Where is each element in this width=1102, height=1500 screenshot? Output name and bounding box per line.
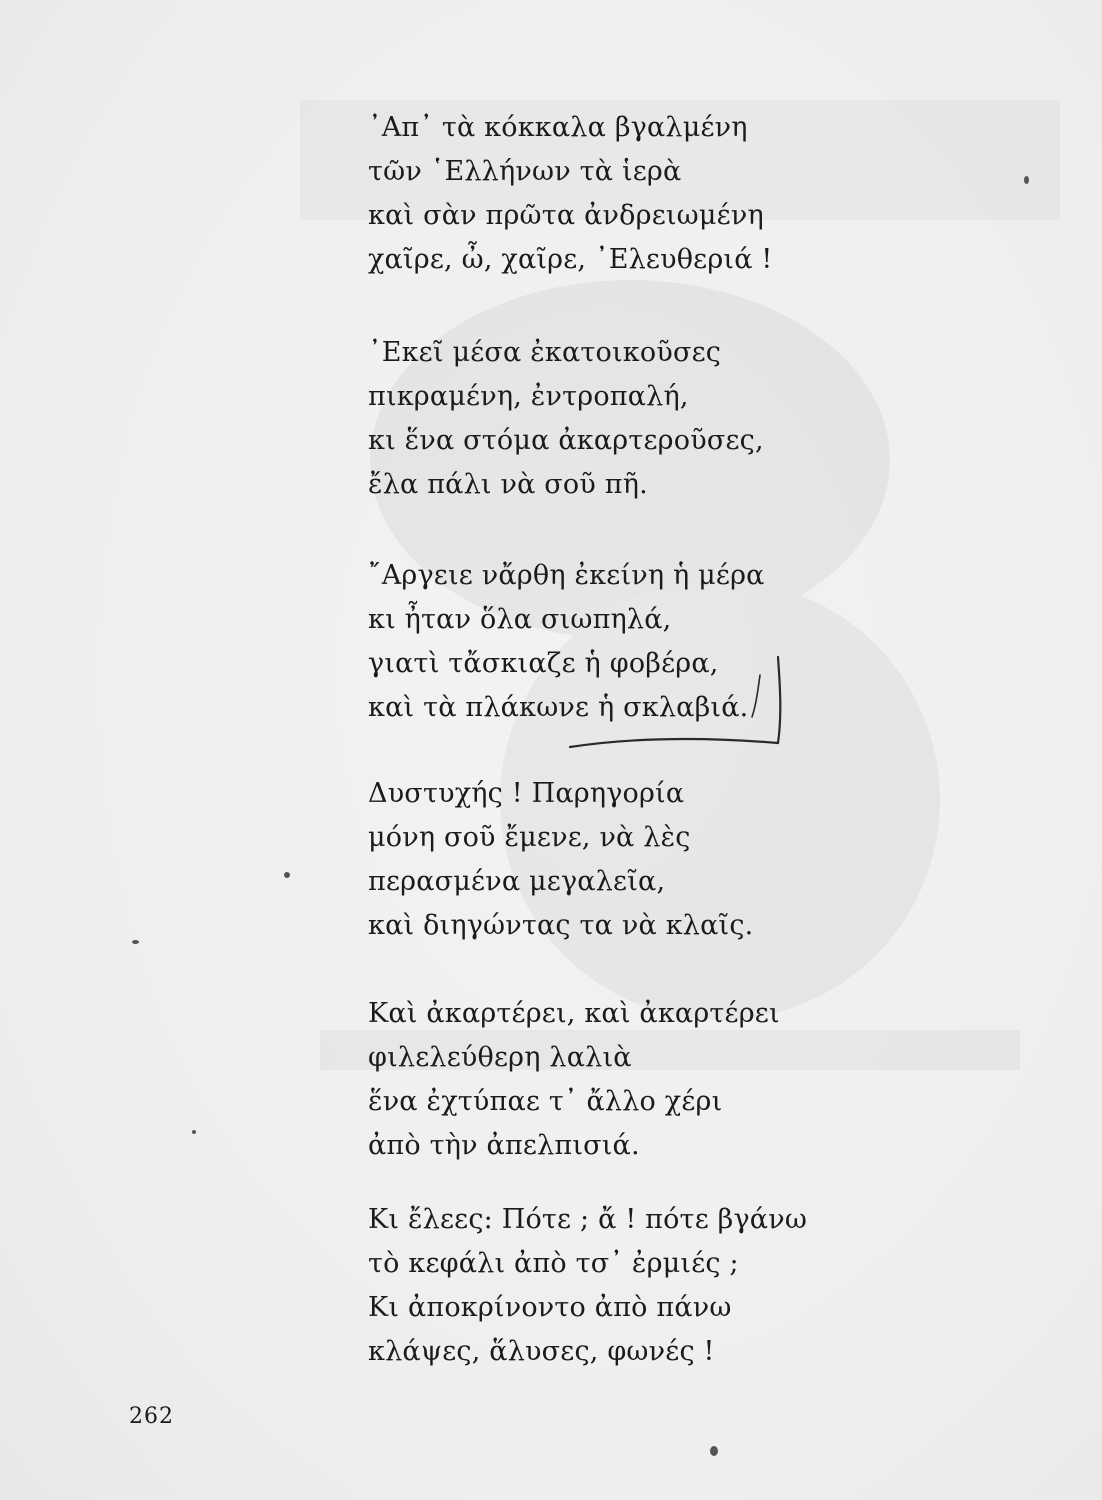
verse-line: Καὶ ἀκαρτέρει, καὶ ἀκαρτέρει (368, 998, 780, 1029)
verse-line: καὶ σὰν πρῶτα ἀνδρειωμένη (368, 200, 764, 231)
ink-speck (284, 872, 290, 878)
verse-line: μόνη σοῦ ἔμενε, νὰ λὲς (368, 822, 691, 853)
verse-line: κι ἕνα στόμα ἀκαρτεροῦσες, (368, 425, 764, 456)
verse-line: φιλελεύθερη λαλιὰ (368, 1042, 632, 1073)
verse-line: Κι ἔλεες: Πότε ; ἄ ! πότε βγάνω (368, 1204, 808, 1235)
pencil-bracket-mark (560, 655, 800, 765)
ink-speck (1024, 176, 1029, 184)
stanza-1 (368, 106, 848, 282)
verse-line: Δυστυχής ! Παρηγορία (368, 778, 685, 809)
stanza-5 (368, 992, 848, 1168)
verse-line: τὸ κεφάλι ἀπὸ τσ᾿ ἐρμιές ; (368, 1248, 739, 1279)
verse-line: ἀπὸ τὴν ἀπελπισιά. (368, 1130, 640, 1161)
verse-line: καὶ τὰ πλάκωνε ἡ σκλαβιά. (368, 692, 749, 723)
ink-speck (710, 1446, 718, 1456)
verse-line: ᾿Εκεῖ μέσα ἐκατοικοῦσες (368, 337, 722, 368)
verse-line: κλάψες, ἅλυσες, φωνές ! (368, 1336, 715, 1367)
verse-line: ᾿Απ᾿ τὰ κόκκαλα βγαλμένη (368, 112, 748, 143)
stanza-4 (368, 772, 848, 948)
stanza-2 (368, 331, 848, 507)
verse-line: τῶν ῾Ελλήνων τὰ ἱερὰ (368, 156, 682, 187)
verse-line: ῎Αργειε νἄρθη ἐκείνη ἡ μέρα (368, 560, 765, 591)
verse-line: καὶ διηγώντας τα νὰ κλαῖς. (368, 910, 754, 941)
verse-line: ἕνα ἐχτύπαε τ᾿ ἄλλο χέρι (368, 1086, 723, 1117)
verse-line: κι ἦταν ὅλα σιωπηλά, (368, 604, 672, 635)
verse-line: περασμένα μεγαλεῖα, (368, 866, 666, 897)
ink-speck (192, 1130, 196, 1134)
stanza-6 (368, 1198, 848, 1374)
verse-line: ἔλα πάλι νὰ σοῦ πῆ. (368, 469, 648, 500)
page-number: 262 (129, 1404, 174, 1429)
verse-line: γιατὶ τἄσκιαζε ἡ φοβέρα, (368, 648, 719, 679)
ink-speck (132, 940, 139, 944)
verse-line: πικραμένη, ἐντροπαλή, (368, 381, 689, 412)
verse-line: χαῖρε, ὦ, χαῖρε, ᾿Ελευθεριά ! (368, 244, 773, 275)
verse-line: Κι ἀποκρίνοντο ἀπὸ πάνω (368, 1292, 732, 1323)
